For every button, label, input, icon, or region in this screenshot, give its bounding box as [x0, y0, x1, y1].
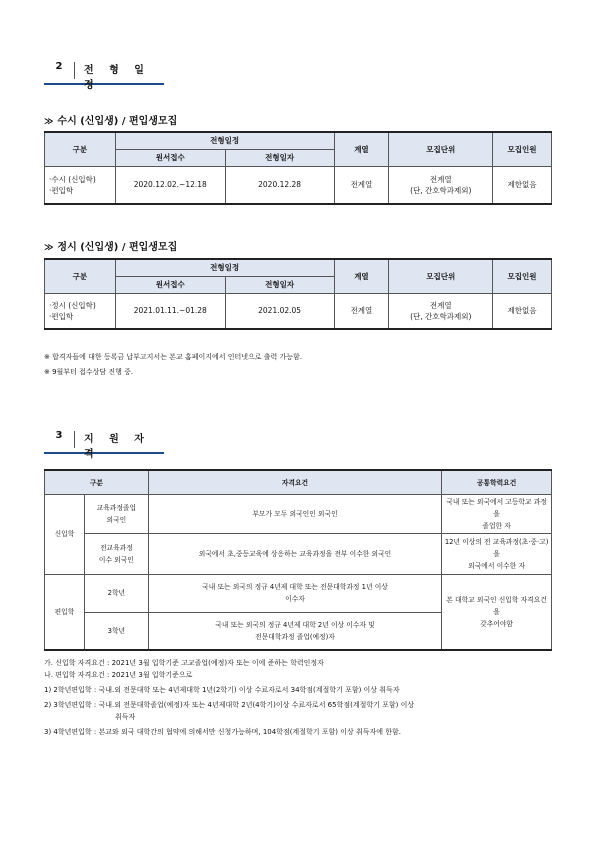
footnote-1: 1) 2학년편입학 : 국내.외 전문대학 또는 4년제대학 1년(2학기) 이상 수료자로서 34학점(계절학기 포함) 이상 취득자 — [44, 686, 400, 694]
transfer-label: 편입학 — [45, 574, 85, 650]
section-divider — [74, 62, 75, 79]
sub-line-2: 이수 외국인 — [98, 555, 134, 564]
early-admission-title — [44, 112, 177, 127]
qual-line-1: 국내 또는 외국의 정규 4년제 대학 또는 전문대학과정 1년 이상 — [202, 583, 388, 591]
common-line-2: 외국에서 이수한 자 — [468, 561, 526, 570]
row-track: 전계열 — [334, 166, 389, 204]
row-quota: 제한없음 — [493, 293, 552, 329]
common-line-1: 12년 이상의 전 교육과정(초·중·고)을 — [444, 537, 549, 558]
header-group: 구분 — [45, 259, 116, 293]
unit-line-1: 전계열 — [429, 300, 452, 310]
header-exam: 전형일자 — [225, 276, 334, 293]
double-arrow-icon: ≫ — [44, 243, 54, 253]
footnote-b: 나. 편입학 자격요건 : 2021년 3월 입학기준으로 — [44, 671, 193, 679]
common-line-2: 졸업한 자 — [482, 521, 511, 530]
header-group: 구분 — [45, 132, 116, 166]
footnote-3: 3) 4학년편입학 : 본교와 외국 대학간의 협약에 의해서만 신청가능하며, 104학점(계절학기 포함) 이상 취득자에 한함. — [44, 728, 401, 736]
group-line-2: ·편입학 — [49, 311, 74, 321]
row-exam: 2020.12.28 — [225, 166, 334, 204]
common-requirement — [442, 533, 552, 574]
sub-category — [84, 533, 148, 574]
group-line-2: ·편입학 — [49, 185, 74, 195]
row-exam: 2021.02.05 — [225, 293, 334, 329]
header-common: 공통학력요건 — [442, 470, 552, 494]
header-unit: 모집단위 — [389, 259, 493, 293]
row-unit — [389, 293, 493, 329]
row-group — [45, 166, 116, 204]
common-line-1: 본 대학교 외국인 신입학 자격요건을 — [446, 595, 547, 616]
note-1: ※ 합격자들에 대한 등록금 납부고지서는 본교 홈페이지에서 인터넷으로 출력 가능함. — [44, 353, 303, 361]
regular-schedule-table — [44, 258, 552, 330]
sub-line-1: 전교육과정 — [99, 543, 133, 552]
common-requirement — [442, 574, 552, 650]
header-track: 계열 — [334, 259, 389, 293]
footnote-2-cont: 취득자 — [115, 713, 136, 721]
header-apply: 원서접수 — [115, 276, 225, 293]
header-qualification: 자격요건 — [148, 470, 441, 494]
qual-line-1: 국내 또는 외국의 정규 4년제 대학 2년 이상 이수자 및 — [215, 620, 375, 629]
common-line-1: 국내 또는 외국에서 고등학교 과정을 — [446, 497, 547, 518]
qual-line-1: 외국에서 초,중등교육에 상응하는 교육과정을 전부 이수한 외국인 — [198, 549, 392, 558]
row-quota: 제한없음 — [493, 166, 552, 204]
sub-category — [84, 612, 148, 650]
header-quota: 모집인원 — [493, 259, 552, 293]
sub-category — [84, 574, 148, 612]
unit-line-2: (단, 간호학과제외) — [410, 311, 472, 321]
section-number: 2 — [55, 61, 63, 72]
qual-line-2: 전문대학과정 졸업(예정)자 — [255, 632, 335, 641]
header-schedule: 전형일정 — [115, 132, 334, 149]
double-arrow-icon: ≫ — [44, 117, 54, 127]
sub-category — [84, 494, 148, 533]
header-track: 계열 — [334, 132, 389, 166]
freshman-label: 신입학 — [45, 494, 85, 574]
qualification — [148, 612, 441, 650]
unit-line-2: (단, 간호학과제외) — [410, 185, 472, 195]
qualification — [148, 494, 441, 533]
header-quota: 모집인원 — [493, 132, 552, 166]
row-group — [45, 293, 116, 329]
sub-line-1: 2학년 — [107, 589, 126, 597]
section-3-header — [44, 428, 164, 460]
group-line-1: ·수시 (신입학) — [49, 174, 96, 184]
footnote-a: 가. 신입학 자격요건 : 2021년 3월 입학기준 고교졸업(예정)자 또는 이에 준하는 학력인정자 — [44, 659, 324, 667]
section-divider — [74, 431, 75, 448]
qual-line-2: 이수자 — [285, 595, 305, 603]
sub-line-1: 3학년 — [107, 626, 126, 635]
row-apply: 2020.12.02.~12.18 — [115, 166, 225, 204]
header-schedule: 전형일정 — [115, 259, 334, 276]
group-line-1: ·정시 (신입학) — [49, 300, 96, 310]
section-title: 전 형 일 정 — [84, 65, 150, 91]
common-line-2: 갖추어야함 — [480, 619, 514, 628]
sub-line-1: 교육과정졸업 — [96, 503, 137, 512]
qualification — [148, 574, 441, 612]
regular-admission-title — [44, 238, 177, 253]
section-title: 지 원 자 격 — [84, 434, 150, 460]
qual-line-1: 부모가 모두 외국인인 외국인 — [252, 509, 338, 518]
note-2: ※ 9월부터 접수상담 진행 중. — [44, 368, 134, 376]
footnotes — [44, 657, 414, 738]
header-apply: 원서접수 — [115, 149, 225, 166]
early-schedule-table — [44, 131, 552, 205]
common-requirement — [442, 494, 552, 533]
row-track: 전계열 — [334, 293, 389, 329]
early-title-text: 수시 (신입생) / 편입생모집 — [57, 116, 178, 127]
footnote-2: 2) 3학년편입학 : 국내.외 전문대학졸업(예정)자 또는 4년제대학 2년(4학기)이상 수료자로서 65학점(계절학기 포함) 이상 — [44, 701, 415, 709]
header-exam: 전형일자 — [225, 149, 334, 166]
header-group: 구분 — [45, 470, 149, 494]
row-apply: 2021.01.11.~01.28 — [115, 293, 225, 329]
qualification — [148, 533, 441, 574]
regular-title-text: 정시 (신입생) / 편입생모집 — [57, 242, 178, 253]
requirements-table — [44, 469, 552, 651]
section-2-header — [44, 59, 164, 91]
sub-line-2: 외국인 — [106, 515, 127, 524]
header-unit: 모집단위 — [389, 132, 493, 166]
row-unit — [389, 166, 493, 204]
section-number: 3 — [55, 430, 63, 441]
unit-line-1: 전계열 — [429, 174, 452, 184]
